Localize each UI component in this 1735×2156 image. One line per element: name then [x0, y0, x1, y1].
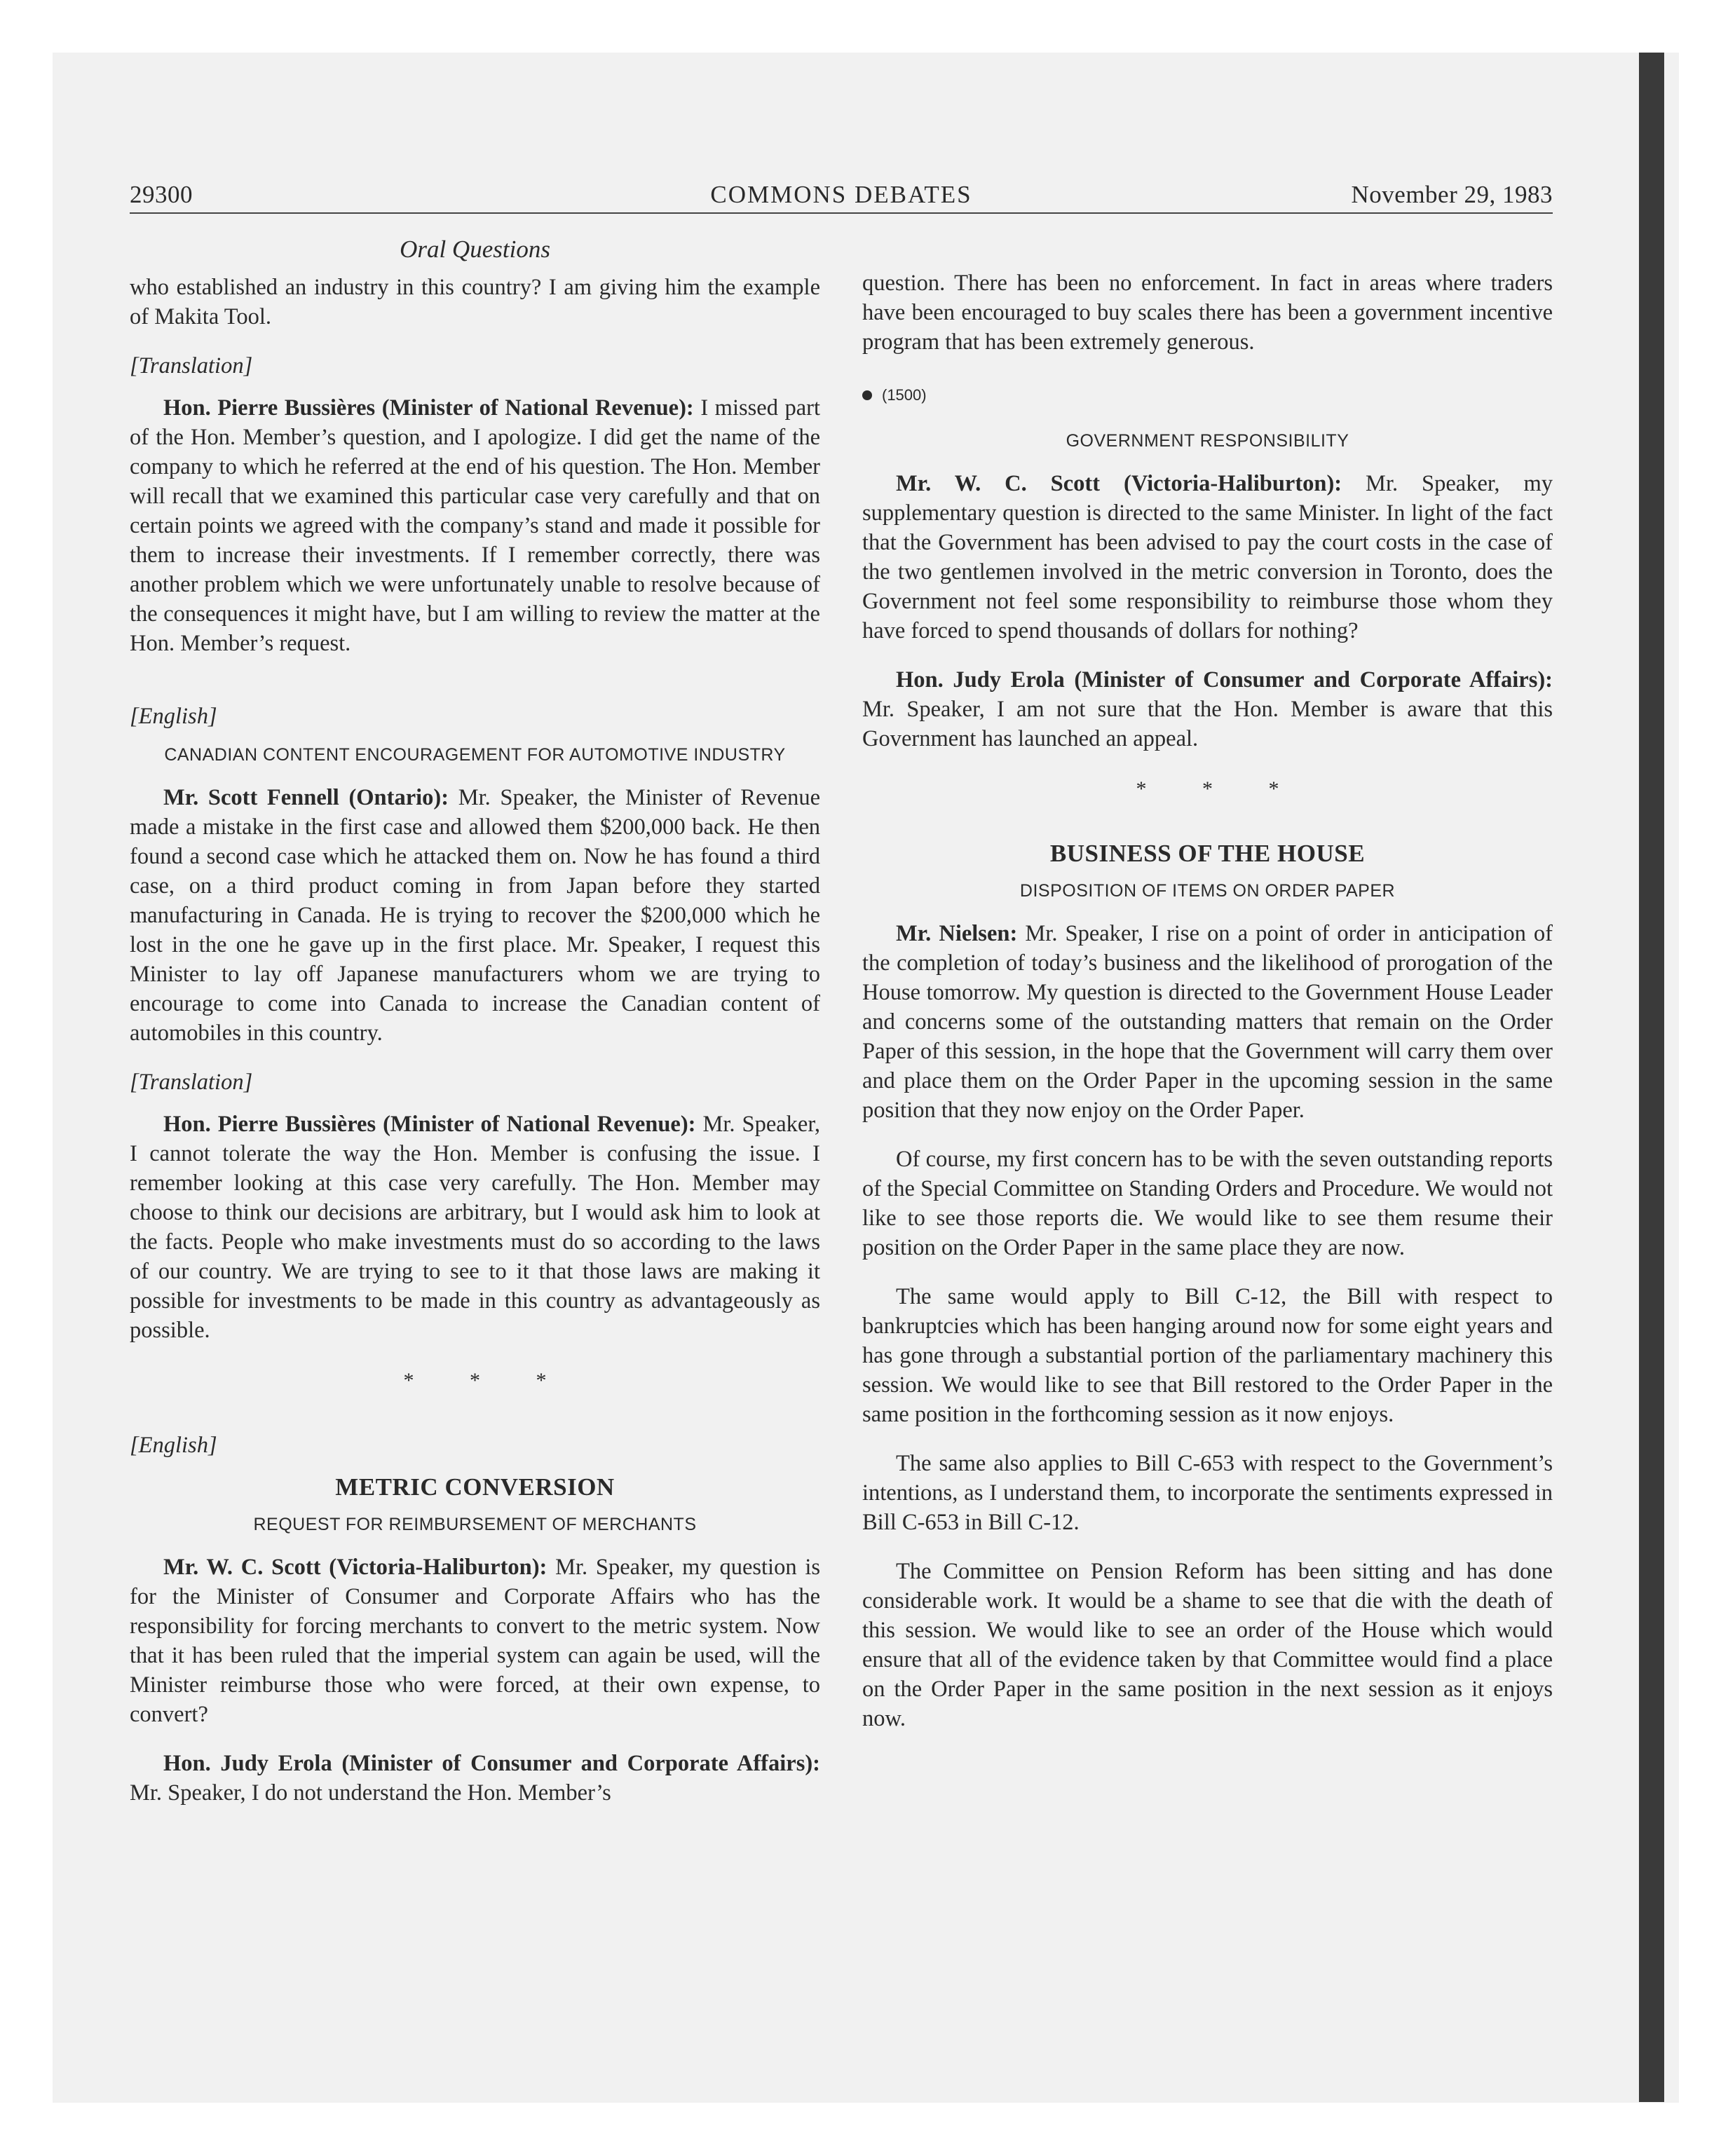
speech-text: Mr. Speaker, I cannot tolerate the way the Hon. Member is confusing the issue. I remember looking at this case very carefully. The Hon. Member may choose to think our decisions are arbitrary, but I would ask him to look at the facts. People who make investments must do so according to the laws of our country. We are trying to see to it that those laws are making it possible for investments to be made in this country as advantageously as possible.: [130, 1112, 821, 1343]
paragraph: who established an industry in this country? I am giving him the example of Makita Tool.: [130, 275, 820, 329]
speech-text: Mr. Speaker, my supplementary question is directed to the same Minister. In light of the fact that the Government has been advised to pay the court costs in the case of the two gentlemen involved in the metric conversion in Toronto, does the Government not feel some responsibility to reimburse those whom they have forced to spend thousands of dollars for nothing?: [862, 471, 1553, 643]
page-number: 29300: [130, 181, 193, 208]
main-heading: METRIC CONVERSION: [335, 1473, 615, 1501]
speech-text: Mr. Speaker, I am not sure that the Hon. Member is aware that this Government has launched an appeal.: [862, 697, 1553, 751]
paragraph: The same would apply to Bill C-12, the Bill with respect to bankruptcies which has been hanging around now for some eight years and has gone through a substantial portion of the parliamentary machinery this session. We would like to see that Bill restored to the Order Paper in the same position in the forthcoming session as it now enjoys.: [862, 1284, 1553, 1427]
speech-paragraph: [862, 469, 1553, 646]
speech-text: Mr. Speaker, I rise on a point of order in anticipation of the completion of today’s business and the likelihood of prorogation of the House tomorrow. My question is directed to the Government House Leader and concerns some of the outstanding matters that remain on the Order Paper of this session, in the hope that the Government will carry them over and place them on the Order Paper in the upcoming session in the same position that they now enjoy on the Order Paper.: [862, 921, 1553, 1123]
header-rule: [130, 212, 1553, 214]
speaker-name: Mr. Nielsen:: [896, 921, 1018, 946]
speaker-name: Mr. Scott Fennell (Ontario):: [163, 785, 449, 810]
speech-text: I missed part of the Hon. Member’s question, and I apologize. I did get the name of the company to which he referred at the end of his question. The Hon. Member will recall that we examined this particular case very carefully and that on certain points we agreed with the company’s stand and made it possible for them to increase their investments. If I remember correctly, there was another problem which we were unfortunately unable to resolve because of the consequences it might have, but I am willing to review the matter at the Hon. Member’s request.: [130, 395, 821, 656]
language-marker: [English]: [130, 704, 217, 729]
time-stamp: (1500): [882, 386, 927, 404]
subheading: REQUEST FOR REIMBURSEMENT OF MERCHANTS: [253, 1515, 697, 1534]
speaker-name: Hon. Pierre Bussières (Minister of National Revenue):: [163, 1112, 696, 1137]
page-header: [130, 181, 1553, 214]
paragraph: Of course, my first concern has to be with the seven outstanding reports of the Special Committee on Standing Orders and Procedure. We would not like to see those reports die. We would like to see them resume their position on the Order Paper in the same place they are now.: [862, 1147, 1553, 1260]
speaker-name: Hon. Judy Erola (Minister of Consumer and Corporate Affairs):: [163, 1751, 820, 1776]
speech-text: Mr. Speaker, my question is for the Minister of Consumer and Corporate Affairs who has the responsibility for forcing merchants to convert to the metric system. Now that it has been ruled that the imperial system can again be used, will the Minister reimburse those who were forced, at their own expense, to convert?: [130, 1555, 820, 1727]
language-marker: [Translation]: [130, 353, 253, 378]
speech-paragraph: [130, 783, 820, 1048]
speaker-name: Mr. W. C. Scott (Victoria-Haliburton):: [163, 1555, 547, 1580]
publication-title: COMMONS DEBATES: [710, 181, 972, 208]
bullet-icon: [862, 390, 872, 400]
paragraph: question. There has been no enforcement. In fact in areas where traders have been encouraged to buy scales there has been a government incentive program that has been extremely generous.: [862, 271, 1553, 355]
speaker-name: Hon. Pierre Bussières (Minister of National Revenue):: [163, 395, 694, 421]
scan-edge-bar: [1639, 53, 1664, 2102]
paragraph: The Committee on Pension Reform has been sitting and has done considerable work. It would be a shame to see that die with the death of this session. We would like to see an order of the House which would ensure that all of the evidence taken by that Committee would find a place on the Order Paper in the same position in the next session as it enjoys now.: [862, 1559, 1553, 1731]
section-divider: * * *: [1136, 777, 1305, 800]
speech-paragraph: [862, 665, 1553, 753]
paragraph: The same also applies to Bill C-653 with respect to the Government’s intentions, as I understand them, to incorporate the sentiments expressed in Bill C-653 in Bill C-12.: [862, 1451, 1553, 1535]
speech-paragraph: [130, 1553, 820, 1729]
subheading: CANADIAN CONTENT ENCOURAGEMENT FOR AUTOMOTIVE INDUSTRY: [164, 745, 786, 765]
speech-text: Mr. Speaker, I do not understand the Hon. Member’s: [130, 1780, 611, 1806]
subheading: GOVERNMENT RESPONSIBILITY: [1066, 431, 1349, 451]
section-label: Oral Questions: [400, 236, 550, 263]
speech-paragraph: [130, 393, 820, 658]
speech-text: Mr. Speaker, the Minister of Revenue made a mistake in the first case and allowed them $200,000 back. He then found a second case which he attacked them on. Now he has found a third case, on a third product coming in from Japan before they started manufacturing in Canada. He is trying to recover the $200,000 which he lost in the one he gave up in the first place. Mr. Speaker, I request this Minister to lay off Japanese manufacturers whom we are trying to encourage to come into Canada to increase the Canadian content of automobiles in this country.: [130, 785, 820, 1046]
language-marker: [Translation]: [130, 1070, 253, 1095]
speaker-name: Mr. W. C. Scott (Victoria-Haliburton):: [896, 471, 1342, 496]
subheading: DISPOSITION OF ITEMS ON ORDER PAPER: [1019, 881, 1396, 901]
speaker-name: Hon. Judy Erola (Minister of Consumer and Corporate Affairs):: [896, 667, 1553, 692]
right-column: [862, 268, 1553, 1753]
page-date: November 29, 1983: [1351, 181, 1553, 208]
speech-paragraph: [130, 1749, 820, 1808]
left-column: [130, 235, 820, 1827]
speech-paragraph: [130, 1110, 820, 1345]
time-marker: [862, 381, 1553, 410]
language-marker: [English]: [130, 1433, 217, 1458]
speech-paragraph: [862, 919, 1553, 1125]
main-heading: BUSINESS OF THE HOUSE: [1049, 840, 1366, 867]
section-divider: * * *: [403, 1369, 572, 1392]
